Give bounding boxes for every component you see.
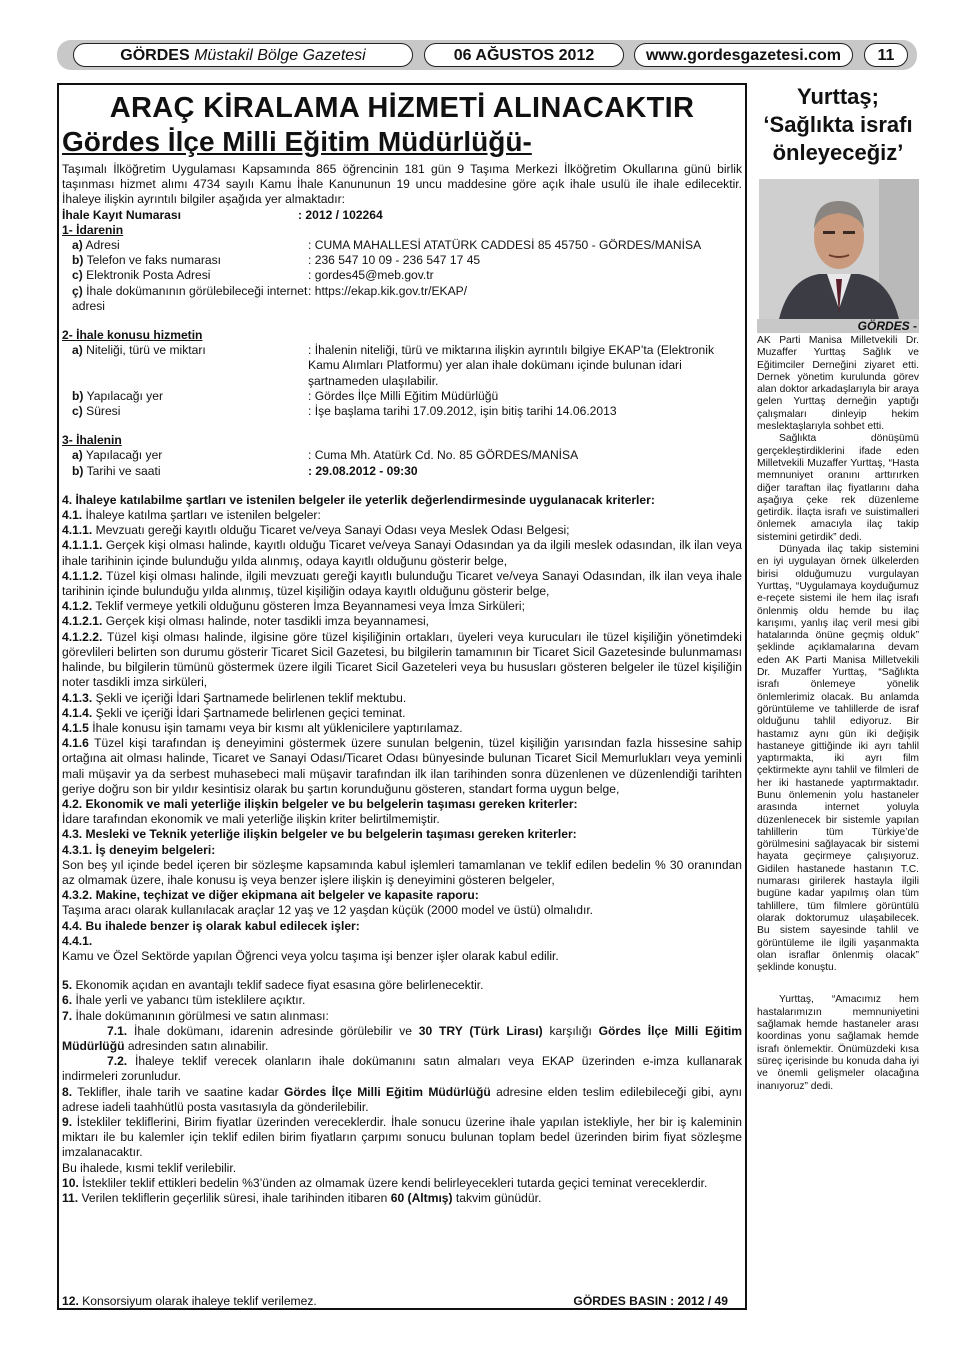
para-7-2: 7.2. İhaleye teklif verecek olanların ihale dokümanını satın almaları veya EKAP üzerinden e-imza kullanarak indirmeleri zorunludur. [62,1054,742,1084]
portrait-photo [759,179,919,319]
sidebar-headline-1: Yurttaş; [797,84,879,109]
row-label: c) Elektronik Posta Adresi [72,268,211,283]
row-label: c) Süresi [72,404,121,419]
news-sidebar [757,83,919,1093]
website-pill[interactable] [634,43,853,67]
paragraph: 4.1.4. Şekli ve içeriği İdari Şartnamede belirlenen geçici teminat. [62,705,406,720]
row-value: : İhalenin niteliği, türü ve miktarına ilişkin ayrıntılı bilgiye EKAP’ta (Elektronik Kamu Alımları Platformu) yer alan ihale dokümanı içinde bulunan idari şartnameden ulaşılabilir. [308,343,714,388]
paragraph: 4.1.2.1. Gerçek kişi olması halinde, noter tasdikli imza beyannamesi, [62,614,430,629]
row-label: b) Telefon ve faks numarası [72,253,222,268]
page-number-pill [864,43,908,67]
notice-subtitle: Gördes İlçe Milli Eğitim Müdürlüğü- [62,126,532,157]
paragraph: 4.4. Bu ihalede benzer iş olarak kabul edilecek işler: [62,918,360,933]
paragraph: 7. İhale dokümanının görülmesi ve satın alınması: [62,1008,329,1023]
row-label: b) Tarihi ve saati [72,463,161,478]
s1-row [62,238,742,253]
section3-rows [62,448,742,478]
paragraph: 4.3. Mesleki ve Teknik yeterliğe ilişkin belgeler ve bu belgelerin taşıması gereken kriterler: [62,827,577,842]
paragraph: Son beş yıl içinde bedel içeren bir sözleşme kapsamında kabul işlemleri tamamlanan ve teklif edilen bedelin % 30 oranından az olmamak üzere, ihale konusu iş veya benzer işlere ilişkin iş deneyimini gösteren belgeler, [62,857,742,887]
portrait-image [759,179,919,319]
paragraph: 4.1.2.2. Tüzel kişi olması halinde, ilgisine göre tüzel kişiliğinin ortakları, üyeleri veya kurucuları ile tüzel kişiliğin yönetimdeki görevlileri belirten son durumu gösterir Ticaret Sicil Gazetesi, bu bilgilerin tamamının bir Ticaret Sicil Gazetesinde bulunmaması halinde, bu bilgilerin tümünü göstermek üzere ilgili Ticaret Sicil Gazeteleri veya bu hususları gösteren belgeler ile tüzel kişiliğin noter tasdikli imza sirküleri, [62,629,742,690]
para-9: 9. İstekliler tekliflerini, Birim fiyatlar üzerinden vereceklerdir. İhale sonucu üzerine ihale yapılan istekliyle, her bir iş kaleminin miktarı ile bu kalemler için teklif edilen birim fiyatların çarpımı sonucu bulunan toplam bedel üzerinden birim fiyat sözleşme imzalanacaktır. [62,1114,742,1160]
paragraph: 5. Ekonomik açıdan en avantajlı teklif sadece fiyat esasına göre belirlenecektir. [62,978,484,993]
paper-name: GÖRDES [120,47,190,64]
date-pill [424,43,624,67]
issue-date: 06 AĞUSTOS 2012 [453,47,595,64]
s3-row [62,464,742,479]
para-10: 10. İstekliler teklif ettikleri bedelin %3’ünden az olmamak üzere kendi belirleyecekleri tutarda geçici teminat vereceklerdir. [62,1175,708,1190]
row-value: : CUMA MAHALLESİ ATATÜRK CADDESİ 85 45750 - GÖRDES/MANİSA [308,238,702,253]
paragraph: Kamu ve Özel Sektörde yapılan Öğrenci veya yolcu taşıma işi benzer işler olarak kabul edilir. [62,948,559,963]
para-7-1: 7.1. İhale dokümanı, idarenin adresinde görülebilir ve 30 TRY (Türk Lirası) karşılığı Gördes İlçe Milli Eğitim Müdürlüğü adresinden satın alınabilir. [62,1023,742,1053]
website-link[interactable]: www.gordesgazetesi.com [645,47,841,64]
basin-number: GÖRDES BASIN : 2012 / 49 [573,1294,728,1308]
paragraph: 4.1.5 İhale konusu işin tamamı veya bir kısmı alt yüklenicilere yaptırılamaz. [62,720,463,735]
row-value: : Gördes İlçe Milli Eğitim Müdürlüğü [308,388,499,403]
paragraph: 4.1.1. Mevzuatı gereği kayıtlı olduğu Ticaret ve/veya Sanayi Odası veya Meslek Odası Belgesi; [62,523,570,538]
row-value: : 29.08.2012 - 09:30 [308,463,418,478]
s1-row [62,284,742,314]
page-number: 11 [877,47,895,64]
photo-caption: GÖRDES - [757,319,919,333]
para-12: 12. Konsorsiyum olarak ihaleye teklif verilemez. [62,1294,317,1308]
s1-row [62,253,742,268]
s3-row [62,448,742,463]
notice-body [62,88,742,1206]
row-value: : Cuma Mh. Atatürk Cd. No. 85 GÖRDES/MANİSA [308,448,579,463]
paragraph: 4.3.2. Makine, teçhizat ve diğer ekipmana ait belgeler ve kapasite raporu: [62,888,479,903]
paragraph: 4.1.6 Tüzel kişi tarafından iş deneyimini göstermek üzere sunulan belgenin, tüzel kişiliğin yarısından fazla hissesine sahip ortağına ait olması halinde, Ticaret ve Sanayi Odası/Ticaret Odası bünyesinde bulunan Ticaret Sicil Memurlukları veya yeminli mali müşavir ya da serbest muhasebeci mali müşavir tarafından ilk ilan tarihinden sonra düzenlenen ve düzenlendiği tarihten geriye doğru son bir yıldır kesintisiz olarak bu şartın korunduğunu gösteren, standart forma uygun belge, [62,736,742,796]
section1-rows [62,238,742,314]
s2-row [62,343,742,389]
paragraph: 4.1.1.1. Gerçek kişi olması halinde, kayıtlı olduğu Ticaret ve/veya Sanayi Odasından ya da ilgili meslek odasından, ilk ilan veya ihale tarihinin içinde bulunduğu yılda alınmış, odaya kayıtlı olduğunu gösterir belge, [62,538,742,568]
para-11: 11. Verilen tekliflerin geçerlilik süresi, ihale tarihinden itibaren 60 (Altmış) takvim günüdür. [62,1191,542,1205]
paper-subtitle: Müstakil Bölge Gazetesi [194,47,366,64]
row-value: : https://ekap.kik.gov.tr/EKAP/ [308,283,468,298]
row-label: ç) İhale dokümanının görülebileceği internet adresi [72,283,308,313]
terms-paragraphs [62,978,742,1024]
s1-row [62,268,742,283]
kayit-value: : 2012 / 102264 [298,207,383,222]
s2-row [62,404,742,419]
para-8: 8. Teklifler, ihale tarih ve saatine kadar Gördes İlçe Milli Eğitim Müdürlüğü adresine elden teslim edilebileceği gibi, aynı adrese iadeli taahhütlü posta vasıtasıyla da gönderilebilir. [62,1084,742,1114]
notice-title: ARAÇ KİRALAMA HİZMETİ ALINACAKTIR [109,92,695,124]
criteria-paragraphs [62,493,742,964]
row-value: : 236 547 10 09 - 236 547 17 45 [308,253,481,268]
para-9-partial: Bu ihalede, kısmi teklif verilebilir. [62,1160,237,1175]
sidebar-paragraph: Yurttaş, “Amacımız hem hastalarımızın memnuniyetini sağlamak hemde hastaneler arası koordinas yonu sağlamak hemde israfı önlemektir. Önümüzdeki kısa süreç içerisinde bu konuda daha iyi ve önemli gelişmeler olacağına inanıyoruz” dedi. [757,994,919,1092]
section2-heading: 2- İhale konusu hizmetin [62,328,203,343]
sidebar-headline-2: ‘Sağlıkta israfı [763,112,913,137]
section2-rows [62,343,742,419]
paper-name-pill [73,43,413,67]
s2-row [62,389,742,404]
paragraph: İdare tarafından ekonomik ve mali yeterliğe ilişkin kriter belirtilmemiştir. [62,812,440,827]
notice-intro: Taşımalı İlköğretim Uygulaması Kapsamında 865 öğrencinin 181 gün 9 Taşıma Merkezi İlköğretim Okullarına günü birlik taşınması hizmet alımı 4734 sayılı Kamu İhale Kanununun 19 uncu maddesine göre açık ihale usulü ile ihale edilecektir. İhaleye ilişkin ayrıntılı bilgiler aşağıda yer almaktadır: [62,162,742,207]
paragraph: 4.2. Ekonomik ve mali yeterliğe ilişkin belgeler ve bu belgelerin taşıması gereken kriterler: [62,796,578,811]
paragraph: 6. İhale yerli ve yabancı tüm isteklilere açıktır. [62,993,306,1008]
row-label: a) Yapılacağı yer [72,448,163,463]
paragraph: 4. İhaleye katılabilme şartları ve istenilen belgeler ile yeterlik değerlendirmesinde uygulanacak kriterler: [62,492,655,507]
paragraph: 4.1. İhaleye katılma şartları ve istenilen belgeler: [62,508,321,523]
sidebar-paragraph: AK Parti Manisa Milletvekili Dr. Muzaffer Yurttaş Sağlık ve Eğitimciler Derneğini ziyaret etti. Dernek yönetim kurulunda görev alan doktor arkadaşlarıyla bir araya gelen Yurttaş derneğin yaptığı çalışmaları dinleyip hekim meslektaşlarıyla sohbet etti. [757,335,919,433]
sidebar-paragraph: Dünyada ilaç takip sistemini en iyi uygulayan örnek ülkelerden birisi olduğumuzu vurgulayan Yurttaş, “Uygulamaya koyduğumuz e-reçete sistemi ile hem ilaç israfı önlenmiş oldu hemde bu ilaç karışımı, yanlış ilaç veril mesi gibi hatalarında önüne geçmiş olduk” şeklinde açıklamalarına devam eden AK Parti Manisa Milletvekili Dr. Muzaffer Yurttaş, “Sağlıkta israfı önlemeye yönelik önlemlerimiz olacak. Bu anlamda görüntüleme ve tahlillerde de israf olduğunu tahlil ediyoruz. Bir hastamız aynı gün iki değişik hastaneye gittiğinde iki ayrı tahlil yaptırmakta, iki ayrı film çektirmekte aynı tahlil ve filmleri de her iki hastanede yaptırmaktadır. Bunu önlemenin yolu hastaneler arasında internet yoluyla düzenlenecek bir sistemle yapılan tahlillerin tüm Türkiye’de görülmesini sağlayacak bir sistemi hayata geçirmeye çalışıyoruz. Gidilen hastanede hastanın T.C. numarası girilerek hastayla ilgili bugüne kadar yapılmış olan tüm tahlillere, tüm filmlere görüntülü olarak doktorumuz ulaşabilecek. Bu sistem sayesinde tahlil ve görüntüleme ile ilgili yaşanmakta olan israflar önlenmiş olacak” şeklinde konuştu. [757,544,919,974]
row-label: a) Adresi [72,238,120,253]
sidebar-paragraph: Sağlıkta dönüşümü gerçekleştirdiklerini ifade eden Milletvekili Muzaffer Yurttaş, “Hasta memnuniyet oranını arttırırken diğer taraftan ilaç fiyatlarını daha aşağıya çeke rek düzenleme getirdik. İlaçta israfı ve suistimalleri önlemek amacıyla ilaç takip sistemini getirdik” dedi. [757,433,919,543]
section3-heading: 3- İhalenin [62,433,122,448]
kayit-row [62,208,742,223]
paragraph: 4.1.3. Şekli ve içeriği İdari Şartnamede belirlenen teklif mektubu. [62,690,407,705]
sidebar-article [757,335,919,1093]
paragraph: Taşıma aracı olarak kullanılacak araçlar 12 yaş ve 12 yaşdan küçük (2000 model ve üstü) olmalıdır. [62,903,594,918]
paragraph: 4.4.1. [62,933,93,948]
row-label: b) Yapılacağı yer [72,388,163,403]
row-value: : İşe başlama tarihi 17.09.2012, işin bitiş tarihi 14.06.2013 [308,404,617,419]
paragraph: 4.3.1. İş deneyim belgeleri: [62,842,216,857]
paragraph: 4.1.2. Teklif vermeye yetkili olduğunu gösteren İmza Beyannamesi veya İmza Sirküleri; [62,599,525,614]
section1-heading: 1- İdarenin [62,222,124,237]
paragraph: 4.1.1.2. Tüzel kişi olması halinde, ilgili mevzuatı gereği kayıtlı bulunduğu Ticaret ve/veya Sanayi Odasından, ilk ilan veya ihale tarihinin içinde bulunduğu yılda alınmış, tüzel kişiliğin odaya kayıtlı olduğunu gösterir belge, [62,568,742,599]
notice-footer [62,1294,742,1308]
kayit-label: İhale Kayıt Numarası [62,207,181,222]
row-label: a) Niteliği, türü ve miktarı [72,343,206,358]
sidebar-headline-3: önleyeceğiz’ [772,140,904,165]
row-value: : gordes45@meb.gov.tr [308,268,434,283]
